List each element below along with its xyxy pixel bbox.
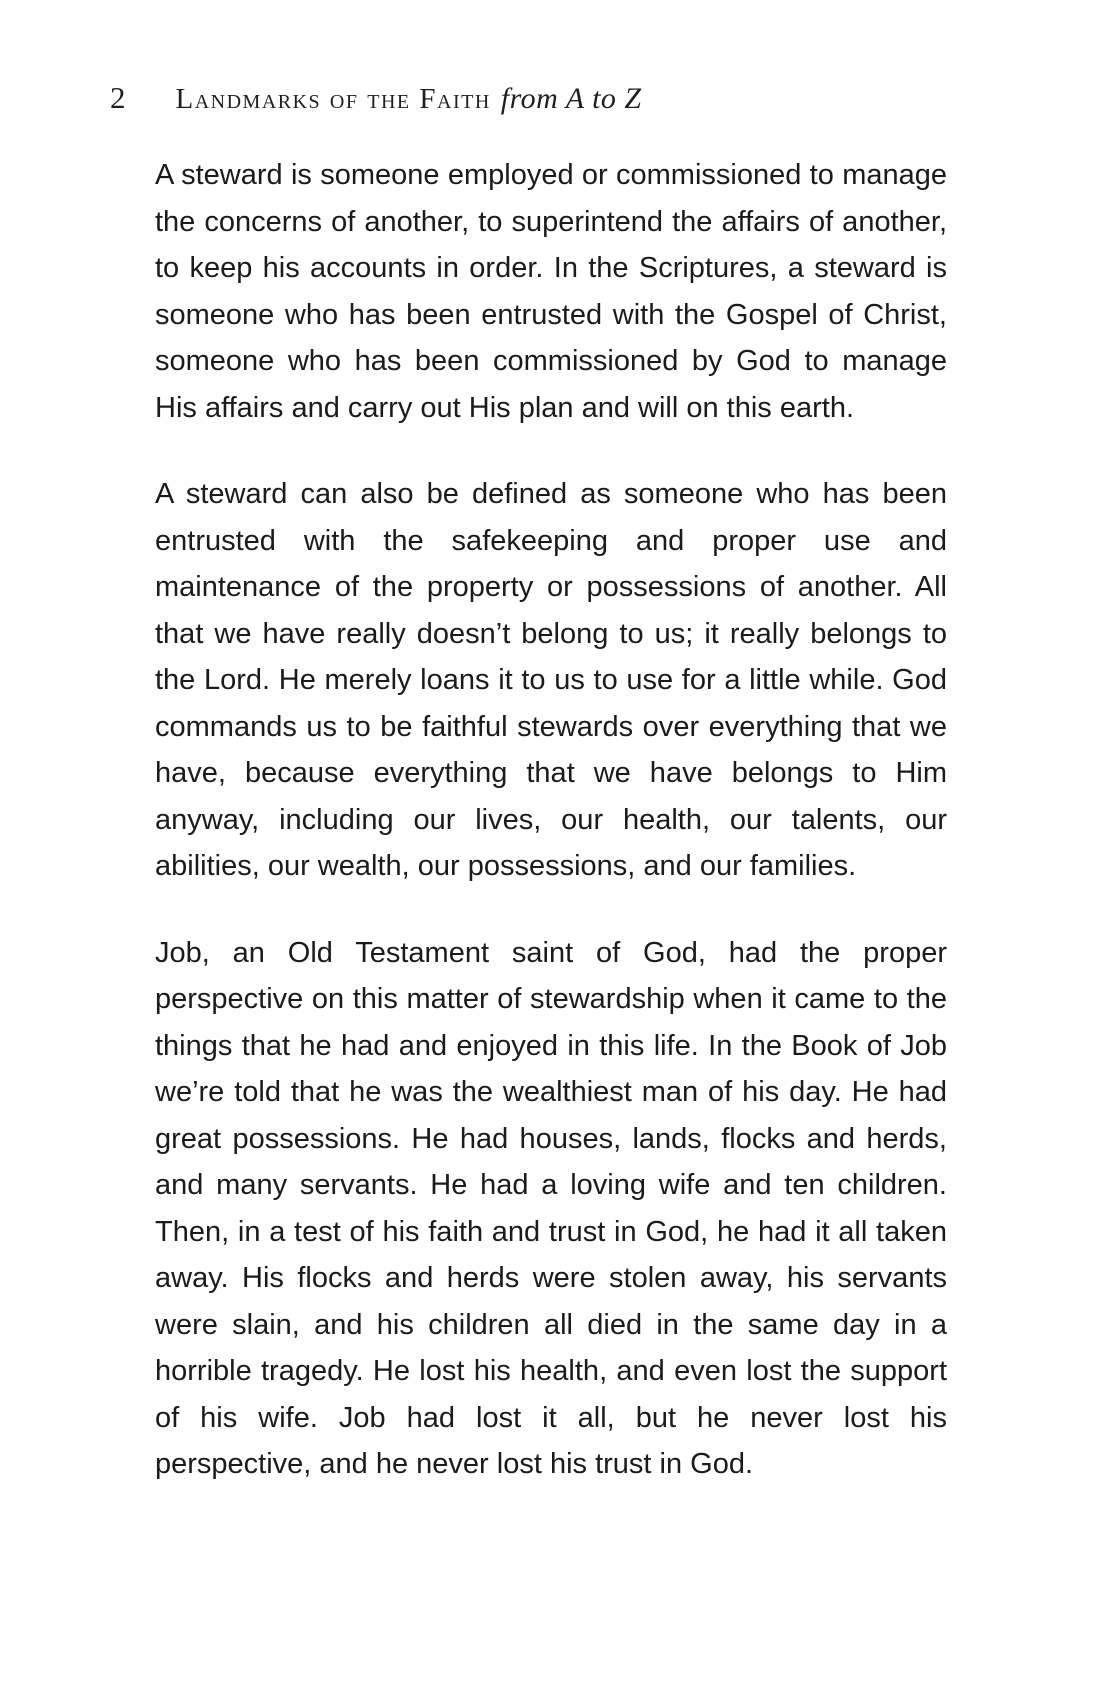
page-body-text <box>155 152 947 1488</box>
header-book-subtitle: from A to Z <box>500 82 642 115</box>
page-number: 2 <box>110 80 126 115</box>
running-header <box>110 80 642 116</box>
paragraph-job-example: Job, an Old Testament saint of God, had the proper perspective on this matter of stewardship when it came to the things that he had and enjoyed in this life. In the Book of Job we’re told that he was the wealthiest man of his day. He had great possessions. He had houses, lands, flocks and herds, and many servants. He had a loving wife and ten children. Then, in a test of his faith and trust in God, he had it all taken away. His flocks and herds were stolen away, his servants were slain, and his children all died in the same day in a horrible tragedy. He lost his health, and even lost the support of his wife. Job had lost it all, but he never lost his perspective, and he never lost his trust in God. <box>155 936 947 1480</box>
header-book-title: Landmarks of the Faith <box>175 83 491 115</box>
paragraph-steward-definition-1: A steward is someone employed or commissioned to manage the concerns of another, to superintend the affairs of another, to keep his accounts in order. In the Scriptures, a steward is someone who has been entrusted with the Gospel of Christ, someone who has been commissioned by God to manage His affairs and carry out His plan and will on this earth. <box>155 159 947 424</box>
paragraph-steward-definition-2: A steward can also be defined as someone who has been entrusted with the safekeeping and proper use and maintenance of the property or possessions of another. All that we have really doesn’t belong to us; it really belongs to the Lord. He merely loans it to us to use for a little while. God commands us to be faithful stewards over everything that we have, because everything that we have belongs to Him anyway, including our lives, our health, our talents, our abilities, our wealth, our possessions, and our families. <box>155 478 947 882</box>
